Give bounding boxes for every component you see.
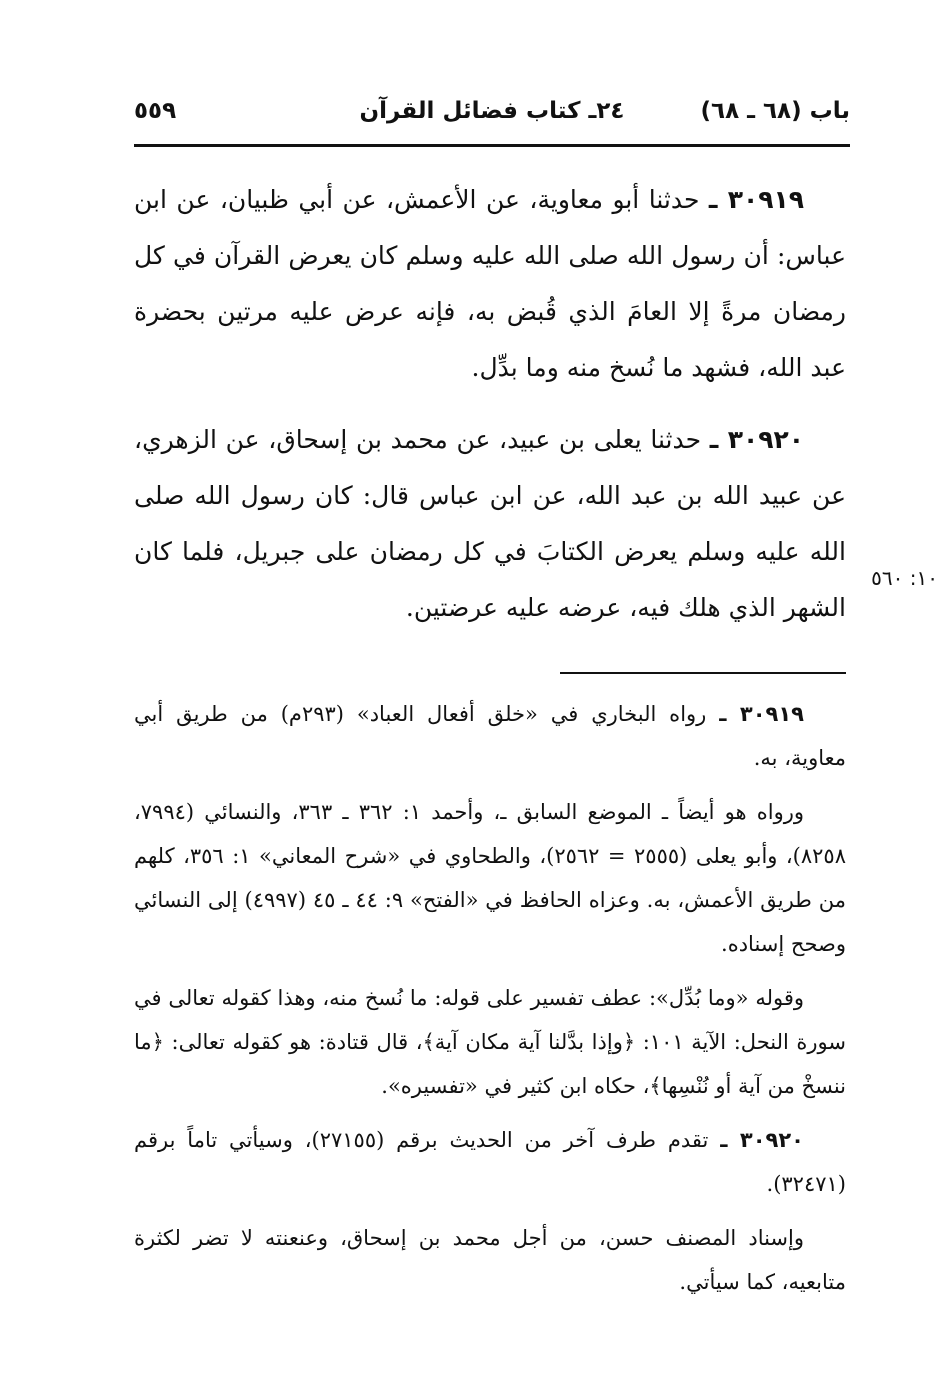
hadith-number: ٣٠٩١٩ ـ — [708, 185, 804, 214]
hadith-number: ٣٠٩٢٠ ـ — [709, 425, 805, 454]
footnote — [134, 692, 846, 780]
footnote-text: وقوله «وما بُدِّل»: عطف تفسير على قوله: ما نُسخ منه، وهذا كقوله تعالى في سورة النحل: الآية ١٠١: ﴿وإذا بدَّلنا آية مكان آية﴾، قال قتادة: هو كقوله تعالى: ﴿ما ننسخْ من آية أو نُنْسِها﴾، حكاه ابن كثير في «تفسيره». — [134, 986, 846, 1098]
margin-reference: ١٠: ٥٦٠ — [871, 566, 938, 590]
running-header — [134, 92, 850, 132]
footnote — [134, 790, 846, 966]
main-text — [134, 172, 846, 652]
hadith-paragraph — [134, 412, 846, 636]
book-title: ٢٤ـ كتاب فضائل القرآن — [359, 98, 625, 124]
hadith-paragraph — [134, 172, 846, 396]
header-rule — [134, 144, 850, 147]
hadith-text: حدثنا يعلى بن عبيد، عن محمد بن إسحاق، عن الزهري، عن عبيد الله بن عبد الله، عن ابن عباس قال: كان رسول الله صلى الله عليه وسلم يعرض الكتابَ في كل رمضان على جبريل، فلما كان الشهر الذي هلك فيه، عرضه عليه عرضتين. — [134, 425, 846, 622]
hadith-text: حدثنا أبو معاوية، عن الأعمش، عن أبي ظبيان، عن ابن عباس: أن رسول الله صلى الله عليه وسلم كان يعرض القرآن في كل رمضان مرةً إلا العامَ الذي قُبض به، فإنه عرض عليه مرتين بحضرة عبد الله، فشهد ما نُسخ منه وما بدِّل. — [134, 185, 846, 382]
footnote — [134, 976, 846, 1108]
footnote-separator — [560, 672, 846, 674]
footnote — [134, 1216, 846, 1304]
footnote-text: رواه البخاري في «خلق أفعال العباد» (٢٩٣م) من طريق أبي معاوية، به. — [134, 702, 846, 770]
page-number: ٥٥٩ — [134, 98, 177, 124]
footnote-number: ٣٠٩١٩ ـ — [719, 702, 804, 726]
footnote-number: ٣٠٩٢٠ ـ — [720, 1128, 804, 1152]
footnote-text: ورواه هو أيضاً ـ الموضع السابق ـ، وأحمد ١: ٣٦٢ ـ ٣٦٣، والنسائي (٧٩٩٤، ٨٢٥٨)، وأبو يعلى (٢٥٥٥ = ٢٥٦٢)، والطحاوي في «شرح المعاني» ١: ٣٥٦، كلهم من طريق الأعمش، به. وعزاه الحافظ في «الفتح» ٩: ٤٤ ـ ٤٥ (٤٩٩٧) إلى النسائي وصحح إسناده. — [134, 800, 846, 956]
footnote-text: وإسناد المصنف حسن، من أجل محمد بن إسحاق، وعنعنته لا تضر لكثرة متابعيه، كما سيأتي. — [134, 1226, 846, 1294]
footnote — [134, 1118, 846, 1206]
chapter-title: باب (٦٨ ـ ٦٨) — [700, 98, 850, 124]
footnotes — [134, 692, 846, 1314]
footnote-text: تقدم طرف آخر من الحديث برقم (٢٧١٥٥)، وسيأتي تاماً برقم (٣٢٤٧١). — [134, 1128, 846, 1196]
